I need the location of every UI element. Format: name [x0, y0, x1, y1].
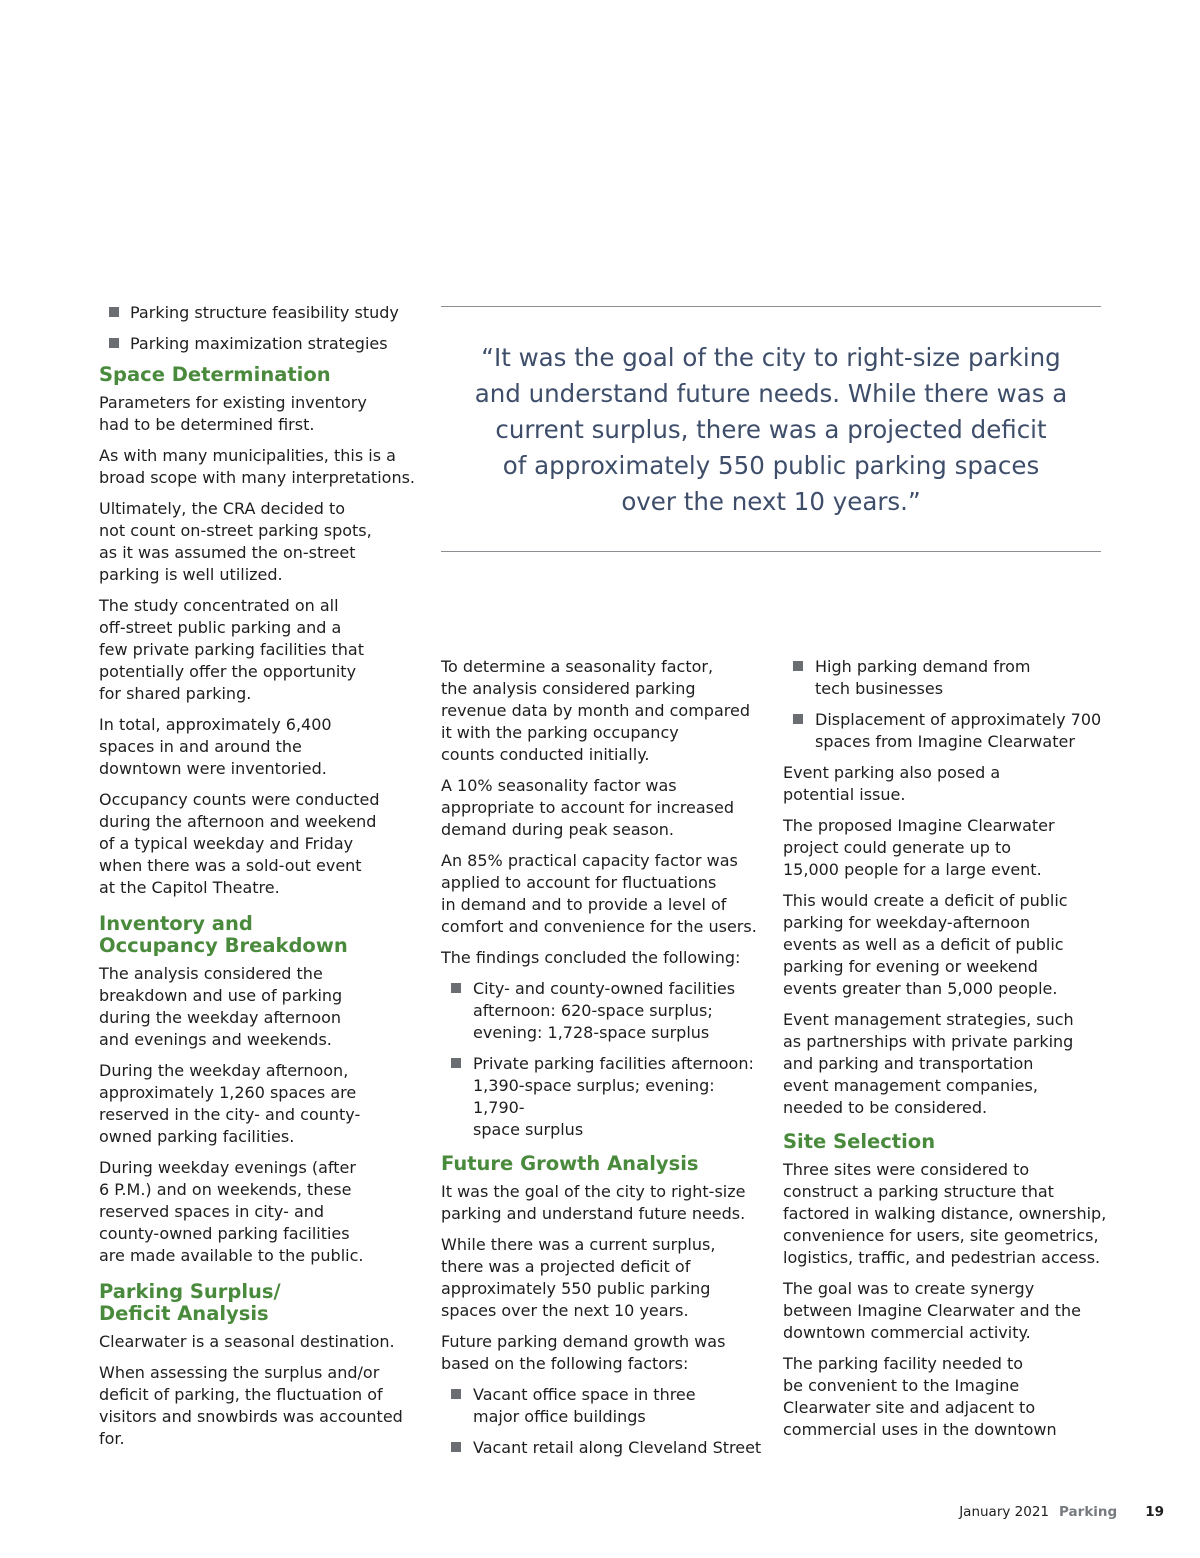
- heading-future-growth: Future Growth Analysis: [441, 1152, 699, 1175]
- top-bullet-list: [99, 302, 429, 355]
- list-item: [99, 302, 429, 324]
- paragraph: Event management strategies, such as partnerships with private parking and parking and transportation event management companies, needed to be considered.: [783, 1010, 1074, 1117]
- paragraph: A 10% seasonality factor was appropriate to account for increased demand during peak season.: [441, 776, 734, 839]
- list-item: [441, 1053, 766, 1141]
- paragraph: In total, approximately 6,400 spaces in and around the downtown were inventoried.: [99, 715, 332, 778]
- square-bullet-icon: [451, 983, 461, 993]
- paragraph: The proposed Imagine Clearwater project could generate up to 15,000 people for a large event.: [783, 816, 1055, 879]
- paragraph: The parking facility needed to be convenient to the Imagine Clearwater site and adjacent to commercial uses in the downtown: [783, 1354, 1057, 1439]
- list-item: [783, 709, 1108, 753]
- list-item-text: Vacant office space in three major office buildings: [473, 1385, 696, 1426]
- paragraph: During weekday evenings (after 6 P.M.) and on weekends, these reserved spaces in city- and county-owned parking facilities are made available to the public.: [99, 1158, 364, 1265]
- paragraph: To determine a seasonality factor, the analysis considered parking revenue data by month and compared it with the parking occupancy counts conducted initially.: [441, 657, 750, 764]
- paragraph: The study concentrated on all off-street public parking and a few private parking facilities that potentially offer the opportunity for shared parking.: [99, 596, 364, 703]
- square-bullet-icon: [451, 1389, 461, 1399]
- pull-quote: “It was the goal of the city to right-size parking and understand future needs. While there was a current surplus, there was a projected deficit of approximately 550 public parking spaces over the next 10 years.”: [474, 343, 1068, 516]
- list-item: [441, 1437, 766, 1459]
- heading-inventory-occupancy: Inventory and Occupancy Breakdown: [99, 912, 348, 957]
- list-item: [99, 333, 429, 355]
- square-bullet-icon: [451, 1442, 461, 1452]
- list-item-text: Displacement of approximately 700 spaces from Imagine Clearwater: [815, 710, 1102, 751]
- square-bullet-icon: [451, 1058, 461, 1068]
- factors-list: [441, 1384, 766, 1459]
- list-item-text: High parking demand from tech businesses: [815, 657, 1031, 698]
- factors-list-continued: [783, 656, 1108, 753]
- publication-name: Parking: [1059, 1504, 1118, 1520]
- paragraph: Event parking also posed a potential issue.: [783, 763, 1001, 804]
- column-3: [783, 656, 1108, 1450]
- paragraph: The analysis considered the breakdown and use of parking during the weekday afternoon and evenings and weekends.: [99, 964, 343, 1049]
- list-item-text: Parking maximization strategies: [130, 334, 388, 353]
- paragraph: During the weekday afternoon, approximately 1,260 spaces are reserved in the city- and county- owned parking facilities.: [99, 1061, 361, 1146]
- square-bullet-icon: [109, 338, 119, 348]
- paragraph: Clearwater is a seasonal destination.: [99, 1332, 395, 1351]
- paragraph: While there was a current surplus, there was a projected deficit of approximately 550 public parking spaces over the next 10 years.: [441, 1235, 716, 1320]
- paragraph: When assessing the surplus and/or deficit of parking, the fluctuation of visitors and snowbirds was accounted for.: [99, 1363, 403, 1448]
- list-item-text: Private parking facilities afternoon: 1,390-space surplus; evening: 1,790- space surplus: [473, 1054, 754, 1139]
- list-item: [783, 656, 1108, 700]
- paragraph: This would create a deficit of public parking for weekday-afternoon events as well as a deficit of public parking for evening or weekend events greater than 5,000 people.: [783, 891, 1068, 998]
- page-footer: [959, 1502, 1164, 1522]
- pullquote-top-rule: [441, 306, 1101, 307]
- paragraph: An 85% practical capacity factor was applied to account for fluctuations in demand and to provide a level of comfort and convenience for the users.: [441, 851, 757, 936]
- square-bullet-icon: [109, 307, 119, 317]
- list-item: [441, 978, 766, 1044]
- issue-date: January 2021: [959, 1504, 1050, 1520]
- paragraph: Three sites were considered to construct a parking structure that factored in walking distance, ownership, convenience for users, site geometrics, logistics, traffic, and pedestrian access.: [783, 1160, 1107, 1267]
- heading-space-determination: Space Determination: [99, 363, 331, 386]
- square-bullet-icon: [793, 714, 803, 724]
- pullquote-bottom-rule: [441, 551, 1101, 552]
- column-1: [99, 302, 429, 1459]
- paragraph: It was the goal of the city to right-size parking and understand future needs.: [441, 1182, 746, 1223]
- paragraph: Future parking demand growth was based on the following factors:: [441, 1332, 726, 1373]
- heading-surplus-deficit: Parking Surplus/ Deficit Analysis: [99, 1280, 281, 1325]
- paragraph: Ultimately, the CRA decided to not count on-street parking spots, as it was assumed the on-street parking is well utilized.: [99, 499, 372, 584]
- heading-site-selection: Site Selection: [783, 1130, 936, 1153]
- paragraph: Parameters for existing inventory had to be determined first.: [99, 393, 367, 434]
- list-item-text: City- and county-owned facilities afternoon: 620-space surplus; evening: 1,728-space surplus: [473, 979, 736, 1042]
- paragraph: Occupancy counts were conducted during the afternoon and weekend of a typical weekday and Friday when there was a sold-out event at the Capitol Theatre.: [99, 790, 380, 897]
- paragraph: As with many municipalities, this is a broad scope with many interpretations.: [99, 446, 415, 487]
- page-number: 19: [1145, 1504, 1164, 1520]
- list-item-text: Parking structure feasibility study: [130, 303, 399, 322]
- list-item: [441, 1384, 766, 1428]
- column-2: [441, 656, 766, 1468]
- square-bullet-icon: [793, 661, 803, 671]
- paragraph: The findings concluded the following:: [441, 948, 741, 967]
- findings-list: [441, 978, 766, 1141]
- list-item-text: Vacant retail along Cleveland Street: [473, 1438, 762, 1457]
- paragraph: The goal was to create synergy between Imagine Clearwater and the downtown commercial activity.: [783, 1279, 1082, 1342]
